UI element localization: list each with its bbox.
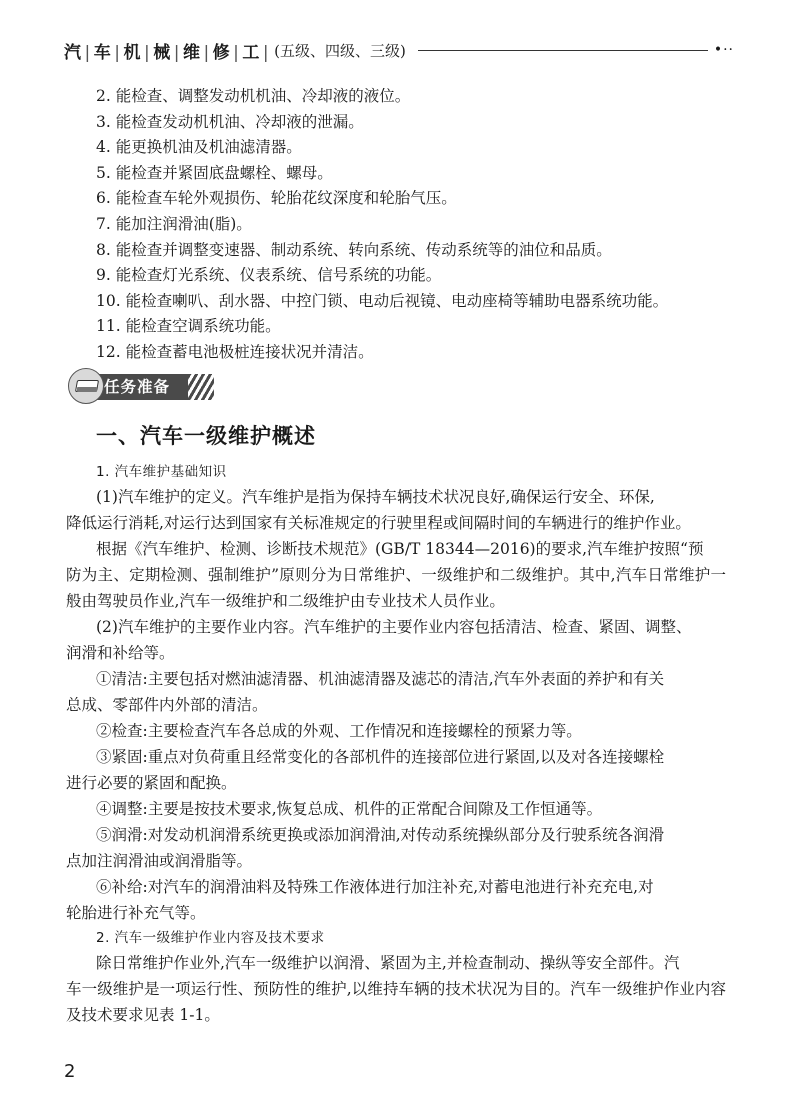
paragraph: ②检查:主要检查汽车各总成的外观、工作情况和连接螺栓的预紧力等。 <box>96 722 582 740</box>
list-item: 11. 能检查空调系统功能。 <box>96 317 281 336</box>
paragraph: 除日常维护作业外,汽车一级维护以润滑、紧固为主,并检查制动、操纵等安全部件。汽 车一级维护是一项运行性、预防性的维护,以维持车辆的技术状况为目的。汽车一级维护作业内容及技术要求见表 1-1。 <box>66 954 726 1024</box>
running-header <box>64 38 734 62</box>
list-item: 4. 能更换机油及机油滤清器。 <box>96 138 302 157</box>
list-item: 3. 能检查发动机机油、冷却液的泄漏。 <box>96 112 364 131</box>
list-item: 6. 能检查车轮外观损伤、轮胎花纹深度和轮胎气压。 <box>96 189 457 208</box>
banner-label: 任务准备 <box>90 374 188 400</box>
book-subtitle: (五级、四级、三级) <box>274 41 406 60</box>
list-item: 7. 能加注润滑油(脂)。 <box>96 214 252 233</box>
list-item: 12. 能检查蓄电池极桩连接状况并清洁。 <box>96 342 374 361</box>
paragraph: ④调整:主要是按技术要求,恢复总成、机件的正常配合间隙及工作恒通等。 <box>96 800 603 818</box>
paragraph: ⑤润滑:对发动机润滑系统更换或添加润滑油,对传动系统操纵部分及行驶系统各润滑 点加注润滑油或润滑脂等。 <box>66 826 665 870</box>
section-title: 一、汽车一级维护概述 <box>96 424 316 448</box>
page-number: 2 <box>64 1061 76 1082</box>
paragraph: (1)汽车维护的定义。汽车维护是指为保持车辆技术状况良好,确保运行安全、环保, 降低运行消耗,对运行达到国家有关标准规定的行驶里程或间隔时间的车辆进行的维护作业。 <box>66 488 691 532</box>
book-title: 汽 | 车 | 机 | 械 | 维 | 修 | 工 | <box>64 42 270 63</box>
skill-list <box>96 84 756 366</box>
paragraph: ⑥补给:对汽车的润滑油料及特殊工作液体进行加注补充,对蓄电池进行补充充电,对 轮胎进行补充气等。 <box>66 878 654 922</box>
list-item: 9. 能检查灯光系统、仪表系统、信号系统的功能。 <box>96 266 442 285</box>
list-item: 10. 能检查喇叭、刮水器、中控门锁、电动后视镜、电动座椅等辅助电器系统功能。 <box>96 291 669 310</box>
book-icon <box>68 368 104 404</box>
header-rule <box>418 50 708 51</box>
subheading: 2. 汽车一级维护作业内容及技术要求 <box>96 930 325 946</box>
paragraph: ③紧固:重点对负荷重且经常变化的各部机件的连接部位进行紧固,以及对各连接螺栓 进行必要的紧固和配换。 <box>66 748 665 792</box>
header-dots: •·· <box>713 42 734 58</box>
main-content <box>66 460 726 1028</box>
subheading: 1. 汽车维护基础知识 <box>96 464 227 480</box>
paragraph: (2)汽车维护的主要作业内容。汽车维护的主要作业内容包括清洁、检查、紧固、调整、 润滑和补给等。 <box>66 618 692 662</box>
list-item: 8. 能检查并调整变速器、制动系统、转向系统、传动系统等的油位和品质。 <box>96 240 612 259</box>
list-item: 2. 能检查、调整发动机机油、冷却液的液位。 <box>96 87 411 105</box>
banner-stripes <box>188 374 214 400</box>
paragraph: ①清洁:主要包括对燃油滤清器、机油滤清器及滤芯的清洁,汽车外表面的养护和有关 总成、零部件内外部的清洁。 <box>66 670 665 714</box>
task-prep-banner <box>68 368 218 404</box>
paragraph: 根据《汽车维护、检测、诊断技术规范》(GB/T 18344—2016)的要求,汽车维护按照“预 防为主、定期检测、强制维护”原则分为日常维护、一级维护和二级维护。其中,汽车日常维护一般由驾驶员作业,汽车一级维护和二级维护由专业技术人员作业。 <box>66 540 726 610</box>
list-item: 5. 能检查并紧固底盘螺栓、螺母。 <box>96 163 333 182</box>
